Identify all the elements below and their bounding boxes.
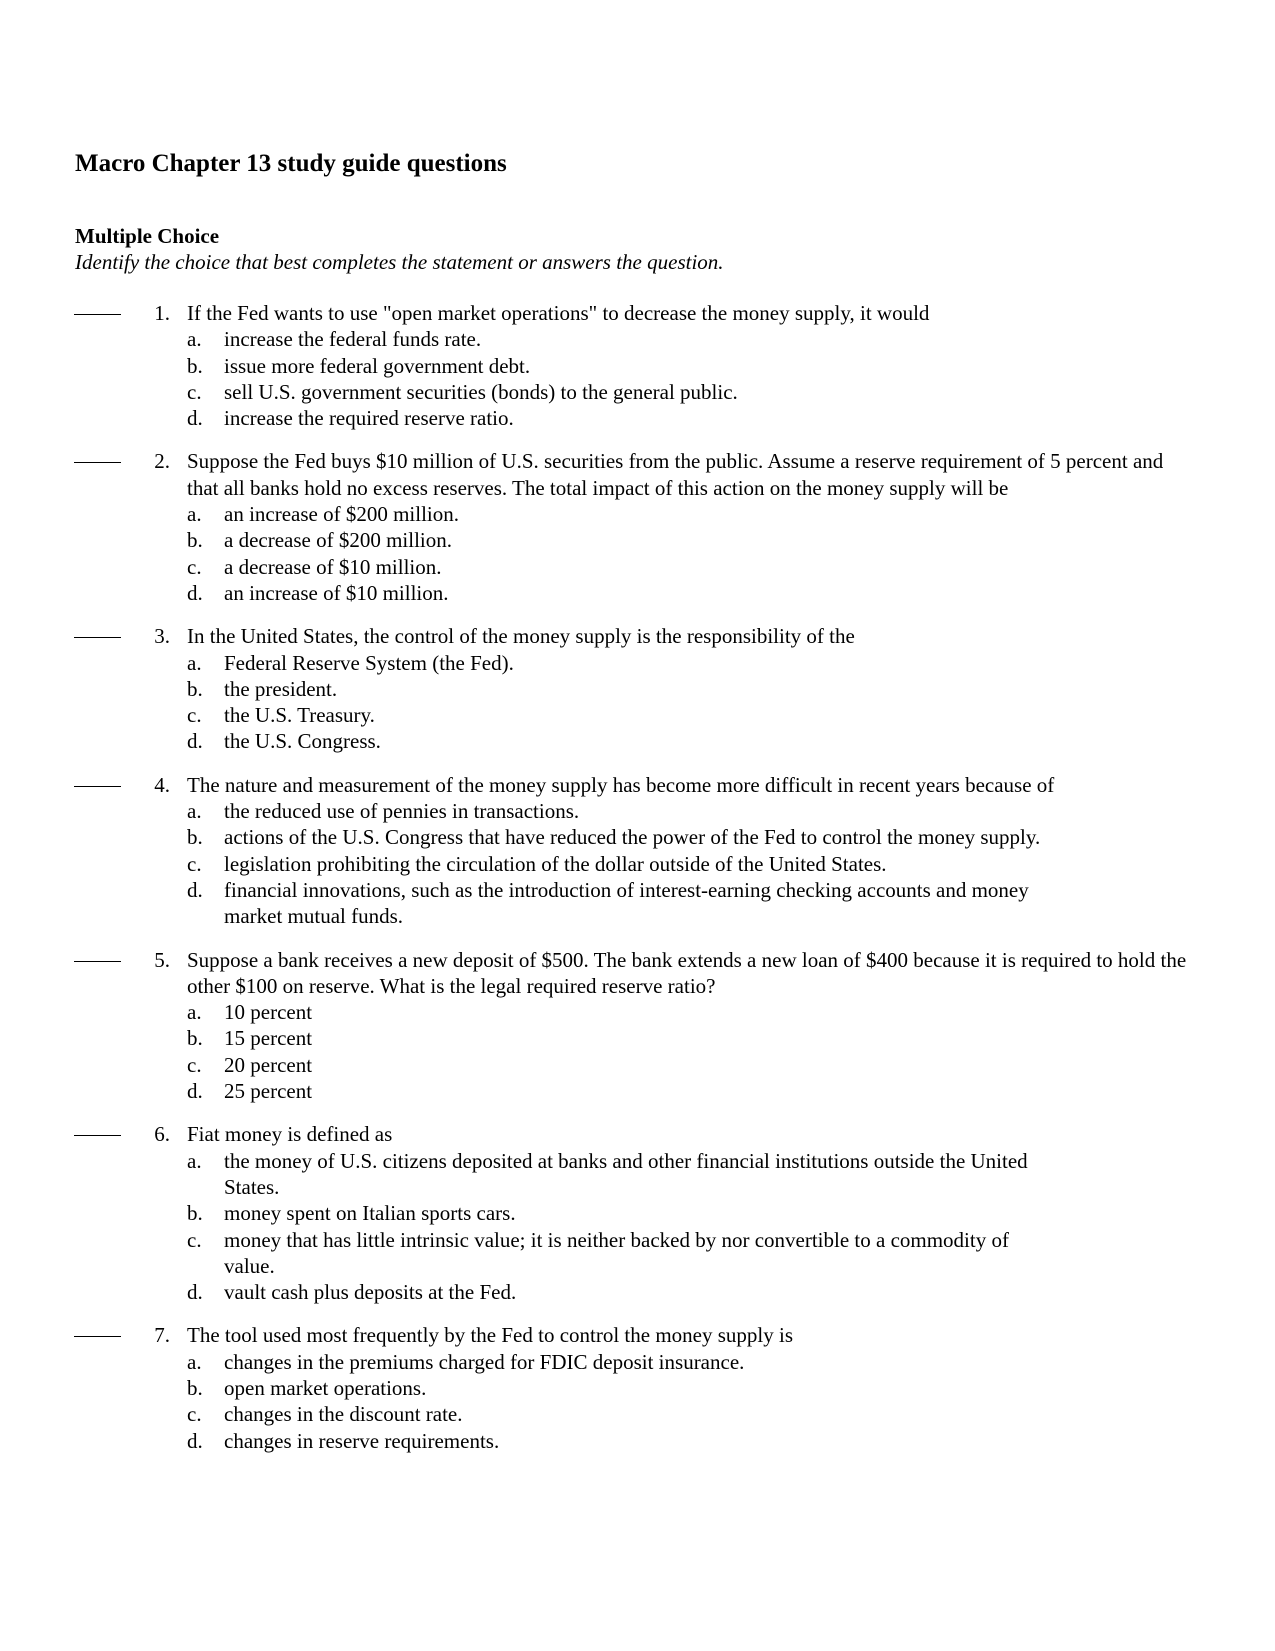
choice-text: issue more federal government debt.	[224, 353, 531, 378]
question-item	[0, 947, 1275, 1105]
answer-choice	[187, 1200, 1054, 1226]
choice-letter: c.	[187, 1227, 202, 1252]
answer-choice	[187, 877, 1054, 930]
choice-text: changes in the discount rate.	[224, 1402, 463, 1427]
question-number: 4.	[154, 772, 170, 797]
question-item	[0, 772, 1275, 930]
answer-choice	[187, 1401, 1054, 1427]
choice-letter: d.	[187, 1428, 203, 1453]
choice-letter: c.	[187, 1402, 202, 1427]
question-number: 5.	[154, 947, 170, 972]
choice-text: increase the required reserve ratio.	[224, 406, 514, 431]
choice-text: a decrease of $10 million.	[224, 554, 442, 579]
choice-text: an increase of $10 million.	[224, 580, 449, 605]
answer-blank[interactable]	[74, 961, 121, 962]
choice-letter: a.	[187, 650, 202, 675]
answer-choice	[187, 1078, 1054, 1104]
answer-choice	[187, 326, 1054, 352]
question-number: 7.	[154, 1323, 170, 1348]
choice-text: the president.	[224, 676, 338, 701]
choice-text: changes in the premiums charged for FDIC deposit insurance.	[224, 1349, 745, 1374]
answer-blank[interactable]	[74, 786, 121, 787]
answer-choice	[187, 824, 1054, 850]
choice-letter: d.	[187, 406, 203, 431]
question-item	[0, 448, 1275, 606]
choice-text: Federal Reserve System (the Fed).	[224, 650, 514, 675]
choice-text: legislation prohibiting the circulation of the dollar outside of the United States.	[224, 851, 887, 876]
choice-letter: b.	[187, 1375, 203, 1400]
question-stem: Suppose the Fed buys $10 million of U.S. securities from the public. Assume a reserve requirement of 5 percent and that all banks hold no excess reserves. The total impact of this action on the money supply will be	[187, 449, 1164, 500]
answer-choice	[187, 527, 1054, 553]
choice-list	[0, 999, 1275, 1104]
choice-text: sell U.S. government securities (bonds) to the general public.	[224, 379, 738, 404]
choice-text: 25 percent	[224, 1079, 313, 1104]
choice-list	[0, 1349, 1275, 1454]
choice-letter: a.	[187, 1148, 202, 1173]
question-stem: If the Fed wants to use "open market operations" to decrease the money supply, it would	[187, 301, 930, 325]
choice-text: a decrease of $200 million.	[224, 528, 453, 553]
question-item	[0, 623, 1275, 754]
question-stem: Fiat money is defined as	[187, 1122, 393, 1147]
question-item	[0, 1121, 1275, 1305]
choice-text: money that has little intrinsic value; it is neither backed by nor convertible to a commodity of value.	[224, 1227, 1009, 1278]
choice-letter: d.	[187, 877, 203, 902]
answer-choice	[187, 728, 1054, 754]
choice-list	[0, 650, 1275, 755]
choice-text: open market operations.	[224, 1375, 427, 1400]
answer-choice	[187, 1052, 1054, 1078]
choice-list	[0, 798, 1275, 929]
answer-choice	[187, 1375, 1054, 1401]
document-title: Macro Chapter 13 study guide questions	[75, 150, 507, 177]
choice-letter: a.	[187, 1349, 202, 1374]
choice-list	[0, 501, 1275, 606]
choice-text: vault cash plus deposits at the Fed.	[224, 1280, 517, 1305]
choice-text: 20 percent	[224, 1052, 313, 1077]
answer-choice	[187, 1227, 1054, 1280]
answer-choice	[187, 405, 1054, 431]
choice-letter: c.	[187, 379, 202, 404]
question-stem: The tool used most frequently by the Fed to control the money supply is	[187, 1323, 793, 1348]
choice-letter: c.	[187, 554, 202, 579]
question-number: 2.	[154, 449, 170, 474]
section-heading: Multiple Choice	[75, 224, 220, 248]
question-list	[0, 300, 1275, 1471]
choice-letter: a.	[187, 1000, 202, 1025]
answer-choice	[187, 379, 1054, 405]
answer-choice	[187, 554, 1054, 580]
answer-choice	[187, 353, 1054, 379]
answer-choice	[187, 1279, 1054, 1305]
choice-text: 10 percent	[224, 1000, 313, 1025]
choice-text: the reduced use of pennies in transactions.	[224, 799, 580, 824]
question-number: 6.	[154, 1122, 170, 1147]
answer-choice	[187, 1428, 1054, 1454]
answer-choice	[187, 798, 1054, 824]
answer-choice	[187, 650, 1054, 676]
answer-choice	[187, 1349, 1054, 1375]
question-stem: Suppose a bank receives a new deposit of $500. The bank extends a new loan of $400 because it is required to hold the other $100 on reserve. What is the legal required reserve ratio?	[187, 947, 1187, 998]
choice-letter: b.	[187, 353, 203, 378]
choice-letter: b.	[187, 1026, 203, 1051]
choice-letter: b.	[187, 528, 203, 553]
choice-letter: d.	[187, 729, 203, 754]
answer-choice	[187, 580, 1054, 606]
choice-text: changes in reserve requirements.	[224, 1428, 500, 1453]
choice-letter: d.	[187, 1079, 203, 1104]
question-item	[0, 300, 1275, 431]
choice-text: increase the federal funds rate.	[224, 327, 482, 352]
choice-letter: b.	[187, 1201, 203, 1226]
section-instructions: Identify the choice that best completes the statement or answers the question.	[75, 250, 724, 274]
question-item	[0, 1322, 1275, 1453]
answer-choice	[187, 1025, 1054, 1051]
answer-blank[interactable]	[74, 462, 121, 463]
choice-letter: a.	[187, 502, 202, 527]
question-number: 3.	[154, 624, 170, 649]
answer-blank[interactable]	[74, 314, 121, 315]
answer-choice	[187, 676, 1054, 702]
answer-choice	[187, 1148, 1054, 1201]
choice-text: an increase of $200 million.	[224, 502, 460, 527]
choice-text: 15 percent	[224, 1026, 313, 1051]
choice-letter: d.	[187, 580, 203, 605]
answer-choice	[187, 999, 1054, 1025]
choice-text: the money of U.S. citizens deposited at banks and other financial institutions outside the United States.	[224, 1148, 1028, 1199]
question-stem: The nature and measurement of the money supply has become more difficult in recent years because of	[187, 772, 1055, 797]
answer-choice	[187, 851, 1054, 877]
choice-letter: b.	[187, 676, 203, 701]
choice-text: the U.S. Congress.	[224, 729, 381, 754]
choice-letter: b.	[187, 825, 203, 850]
choice-letter: c.	[187, 703, 202, 728]
choice-letter: c.	[187, 1052, 202, 1077]
choice-list	[0, 326, 1275, 431]
choice-text: money spent on Italian sports cars.	[224, 1201, 516, 1226]
answer-choice	[187, 501, 1054, 527]
answer-blank[interactable]	[74, 637, 121, 638]
choice-text: financial innovations, such as the introduction of interest-earning checking accounts and money market mutual funds.	[224, 877, 1029, 929]
choice-list	[0, 1148, 1275, 1306]
answer-blank[interactable]	[74, 1135, 121, 1136]
choice-text: the U.S. Treasury.	[224, 703, 375, 728]
question-number: 1.	[154, 301, 170, 325]
choice-letter: c.	[187, 851, 202, 876]
choice-text: actions of the U.S. Congress that have reduced the power of the Fed to control the money supply.	[224, 825, 1041, 850]
choice-letter: a.	[187, 799, 202, 824]
choice-letter: a.	[187, 327, 202, 352]
choice-letter: d.	[187, 1280, 203, 1305]
answer-choice	[187, 702, 1054, 728]
answer-blank[interactable]	[74, 1336, 121, 1337]
question-stem: In the United States, the control of the money supply is the responsibility of the	[187, 624, 855, 649]
